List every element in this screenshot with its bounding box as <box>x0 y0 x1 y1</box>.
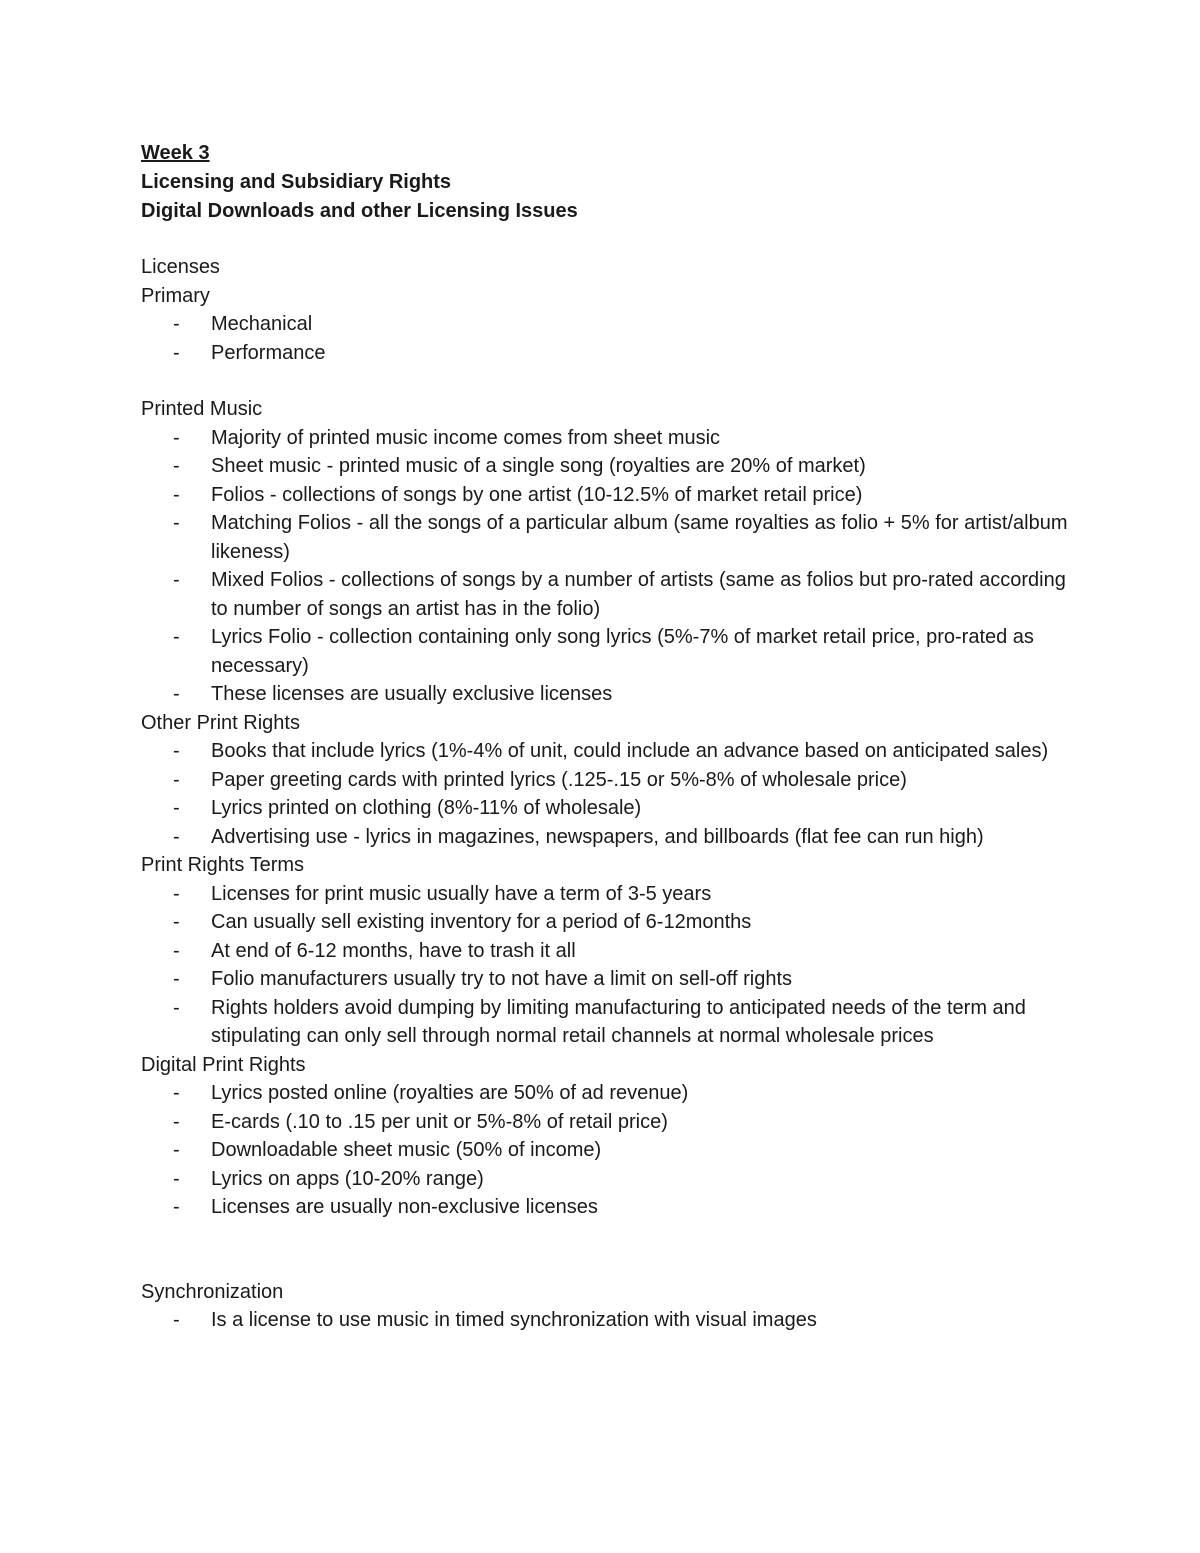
list-item-text: Advertising use - lyrics in magazines, newspapers, and billboards (flat fee can run high) <box>211 825 984 848</box>
subsection-title: Digital Downloads and other Licensing Issues <box>141 200 578 222</box>
bullet-dash: - <box>173 569 180 591</box>
list-item-text: Matching Folios - all the songs of a particular album (same royalties as folio + 5% for artist/album likeness) <box>211 512 1068 563</box>
list-item <box>141 424 1071 453</box>
list-item-text: Sheet music - printed music of a single song (royalties are 20% of market) <box>211 455 866 477</box>
digital-print-rights-list <box>141 1079 1071 1222</box>
primary-heading: Primary <box>141 284 210 307</box>
other-print-rights-heading: Other Print Rights <box>141 711 300 734</box>
bullet-dash: - <box>173 996 180 1019</box>
list-item <box>141 339 1071 368</box>
list-item <box>141 908 1071 937</box>
list-item-text: Folios - collections of songs by one artist (10-12.5% of market retail price) <box>211 483 863 506</box>
bullet-dash: - <box>173 455 180 477</box>
list-item <box>141 1306 1071 1335</box>
bullet-dash: - <box>173 512 180 534</box>
print-rights-terms-list <box>141 880 1071 1051</box>
list-item-text: Lyrics on apps (10-20% range) <box>211 1167 484 1190</box>
bullet-dash: - <box>173 968 180 990</box>
list-item <box>141 1136 1071 1165</box>
spacer <box>141 226 1071 253</box>
list-item-text: Performance <box>211 341 326 364</box>
list-item <box>141 623 1071 680</box>
week-title: Week 3 <box>141 142 210 164</box>
list-item <box>141 994 1071 1051</box>
bullet-dash: - <box>173 882 180 905</box>
list-item-text: Lyrics posted online (royalties are 50% of ad revenue) <box>211 1082 689 1104</box>
list-item-text: Paper greeting cards with printed lyrics (.125-.15 or 5%-8% of wholesale price) <box>211 768 907 791</box>
list-item <box>141 680 1071 709</box>
other-print-rights-list <box>141 737 1071 851</box>
list-item <box>141 1165 1071 1194</box>
list-item <box>141 509 1071 566</box>
synchronization-list <box>141 1306 1071 1335</box>
list-item-text: Licenses are usually non-exclusive licenses <box>211 1196 598 1218</box>
list-item <box>141 794 1071 823</box>
list-item-text: Rights holders avoid dumping by limiting manufacturing to anticipated needs of the term and stipulating can only sell through normal retail channels at normal wholesale prices <box>211 996 1026 1047</box>
list-item <box>141 823 1071 852</box>
bullet-dash: - <box>173 1082 180 1104</box>
bullet-dash: - <box>173 1309 180 1331</box>
bullet-dash: - <box>173 825 180 848</box>
bullet-dash: - <box>173 683 180 705</box>
section-title: Licensing and Subsidiary Rights <box>141 171 452 193</box>
list-item <box>141 481 1071 510</box>
list-item-text: Lyrics printed on clothing (8%-11% of wholesale) <box>211 797 642 819</box>
bullet-dash: - <box>173 939 180 962</box>
bullet-dash: - <box>173 426 180 449</box>
list-item <box>141 566 1071 623</box>
bullet-dash: - <box>173 911 180 933</box>
list-item <box>141 1079 1071 1108</box>
bullet-dash: - <box>173 626 180 648</box>
primary-list <box>141 310 1071 367</box>
bullet-dash: - <box>173 740 180 762</box>
bullet-dash: - <box>173 1167 180 1190</box>
list-item <box>141 452 1071 481</box>
list-item-text: Mechanical <box>211 313 313 335</box>
list-item-text: These licenses are usually exclusive licenses <box>211 683 613 705</box>
synchronization-heading: Synchronization <box>141 1280 284 1303</box>
licenses-heading: Licenses <box>141 256 220 278</box>
list-item-text: E-cards (.10 to .15 per unit or 5%-8% of retail price) <box>211 1110 668 1133</box>
list-item-text: Can usually sell existing inventory for a period of 6-12months <box>211 911 752 933</box>
bullet-dash: - <box>173 313 180 335</box>
print-rights-terms-heading: Print Rights Terms <box>141 854 305 876</box>
list-item-text: Downloadable sheet music (50% of income) <box>211 1139 602 1161</box>
bullet-dash: - <box>173 341 180 364</box>
list-item <box>141 937 1071 966</box>
list-item-text: Mixed Folios - collections of songs by a number of artists (same as folios but pro-rated according to number of songs an artist has in the folio) <box>211 569 1066 620</box>
bullet-dash: - <box>173 797 180 819</box>
spacer <box>141 367 1071 395</box>
list-item <box>141 880 1071 909</box>
bullet-dash: - <box>173 1196 180 1218</box>
list-item <box>141 965 1071 994</box>
list-item <box>141 310 1071 339</box>
digital-print-rights-heading: Digital Print Rights <box>141 1053 306 1076</box>
bullet-dash: - <box>173 1110 180 1133</box>
list-item <box>141 1193 1071 1222</box>
document-page <box>141 139 1071 1335</box>
list-item-text: At end of 6-12 months, have to trash it all <box>211 939 576 962</box>
list-item-text: Is a license to use music in timed synchronization with visual images <box>211 1309 817 1331</box>
list-item <box>141 766 1071 795</box>
list-item-text: Lyrics Folio - collection containing only song lyrics (5%-7% of market retail price, pro-rated as necessary) <box>211 626 1034 677</box>
list-item <box>141 737 1071 766</box>
list-item-text: Majority of printed music income comes from sheet music <box>211 426 721 449</box>
printed-music-list <box>141 424 1071 709</box>
printed-music-heading: Printed Music <box>141 398 263 420</box>
list-item-text: Folio manufacturers usually try to not have a limit on sell-off rights <box>211 968 792 990</box>
bullet-dash: - <box>173 1139 180 1161</box>
list-item <box>141 1108 1071 1137</box>
bullet-dash: - <box>173 483 180 506</box>
spacer <box>141 1222 1071 1278</box>
list-item-text: Books that include lyrics (1%-4% of unit, could include an advance based on anticipated sales) <box>211 740 1049 762</box>
bullet-dash: - <box>173 768 180 791</box>
list-item-text: Licenses for print music usually have a term of 3-5 years <box>211 882 712 905</box>
